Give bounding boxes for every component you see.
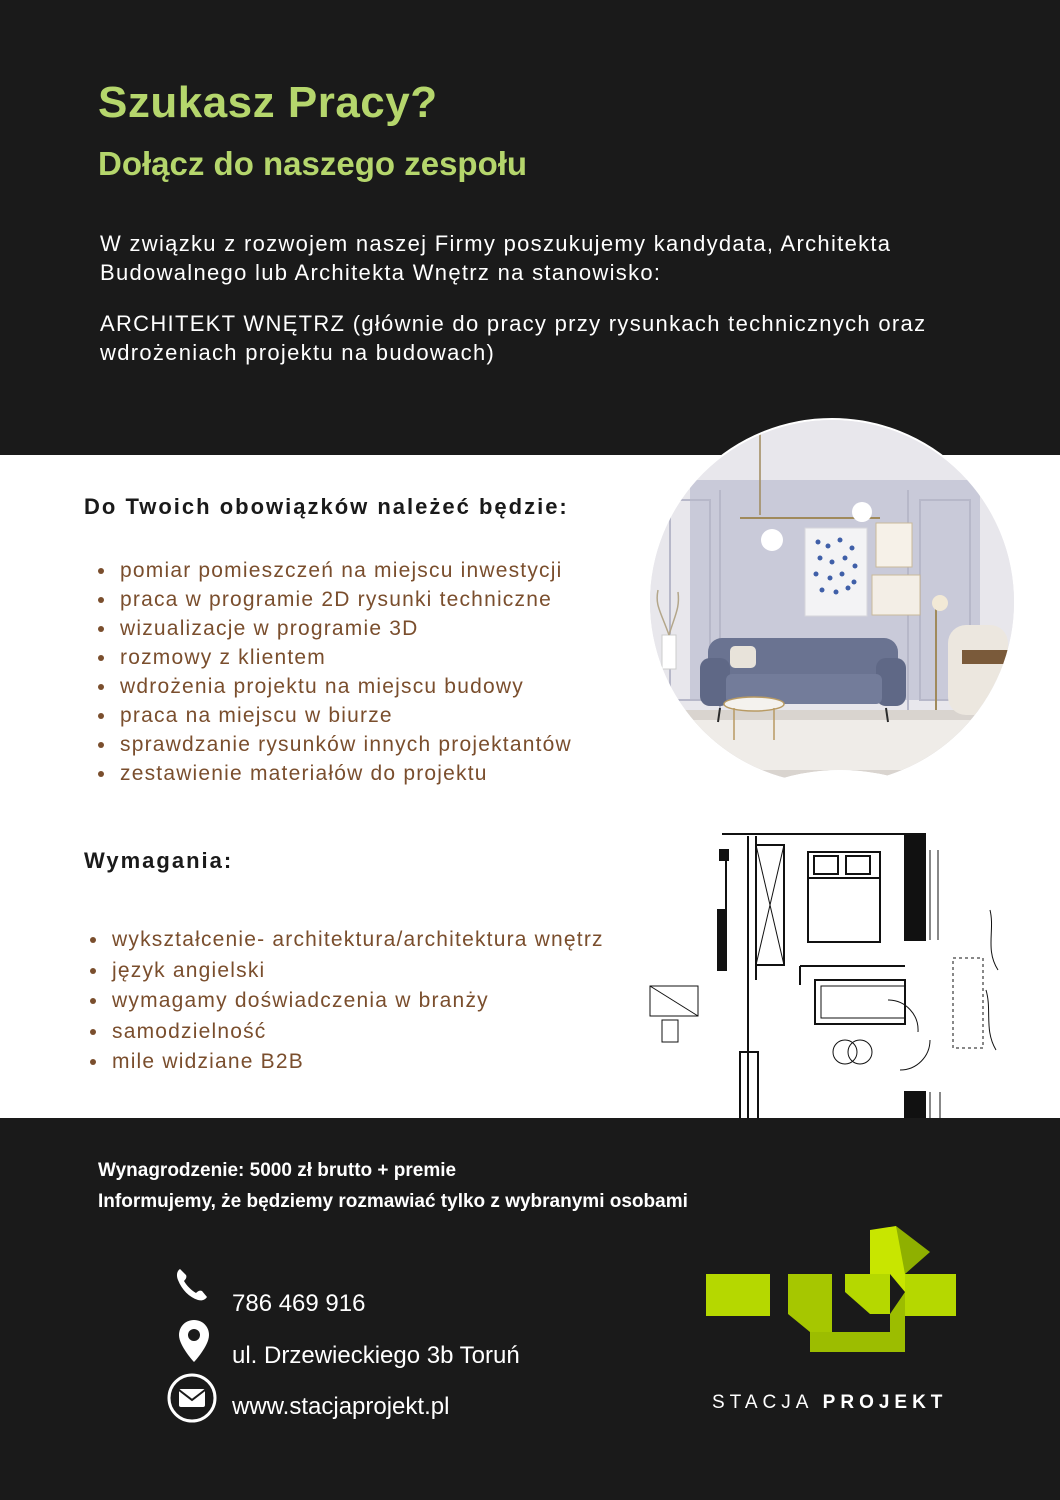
- website-link[interactable]: www.stacjaprojekt.pl: [232, 1393, 450, 1420]
- interior-photo: [648, 418, 1016, 786]
- list-item: język angielski: [90, 956, 604, 987]
- selection-note: Informujemy, że będziemy rozmawiać tylko z wybranymi osobami: [98, 1191, 688, 1212]
- header-section: [0, 0, 1060, 455]
- address-text: ul. Drzewieckiego 3b Toruń: [232, 1342, 520, 1369]
- salary-text: Wynagrodzenie: 5000 zł brutto + premie: [98, 1160, 457, 1181]
- list-item: samodzielność: [90, 1017, 604, 1048]
- list-item: wizualizacje w programie 3D: [98, 614, 572, 643]
- phone-icon: [172, 1265, 212, 1310]
- list-item: zestawienie materiałów do projektu: [98, 759, 572, 788]
- list-item: sprawdzanie rysunków innych projektantów: [98, 730, 572, 759]
- list-item: praca na miejscu w biurze: [98, 701, 572, 730]
- mail-icon: [167, 1373, 217, 1428]
- location-pin-icon: [176, 1318, 212, 1371]
- position-text: ARCHITEKT WNĘTRZ (głównie do pracy przy rysunkach technicznych oraz wdrożeniach projektu na budowach): [100, 311, 927, 365]
- list-item: wdrożenia projektu na miejscu budowy: [98, 672, 572, 701]
- requirements-heading: Wymagania:: [84, 848, 234, 873]
- list-item: wykształcenie- architektura/architektura wnętrz: [90, 925, 604, 956]
- list-item: praca w programie 2D rysunki techniczne: [98, 585, 572, 614]
- list-item: mile widziane B2B: [90, 1047, 604, 1078]
- floor-plan-image: [640, 770, 1040, 1162]
- page-subtitle: Dołącz do naszego zespołu: [98, 145, 528, 182]
- phone-number[interactable]: 786 469 916: [232, 1290, 366, 1317]
- duties-heading: Do Twoich obowiązków należeć będzie:: [84, 494, 569, 519]
- logo-wordmark: STACJA PROJEKT: [712, 1392, 948, 1413]
- requirements-list: [90, 925, 604, 1078]
- list-item: pomiar pomieszczeń na miejscu inwestycji: [98, 556, 572, 585]
- intro-text: W związku z rozwojem naszej Firmy poszukujemy kandydata, Architekta Budowalnego lub Architekta Wnętrz na stanowisko:: [100, 231, 892, 285]
- list-item: wymagamy doświadczenia w branży: [90, 986, 604, 1017]
- list-item: rozmowy z klientem: [98, 643, 572, 672]
- page-title: Szukasz Pracy?: [98, 78, 438, 127]
- duties-list: [98, 556, 572, 788]
